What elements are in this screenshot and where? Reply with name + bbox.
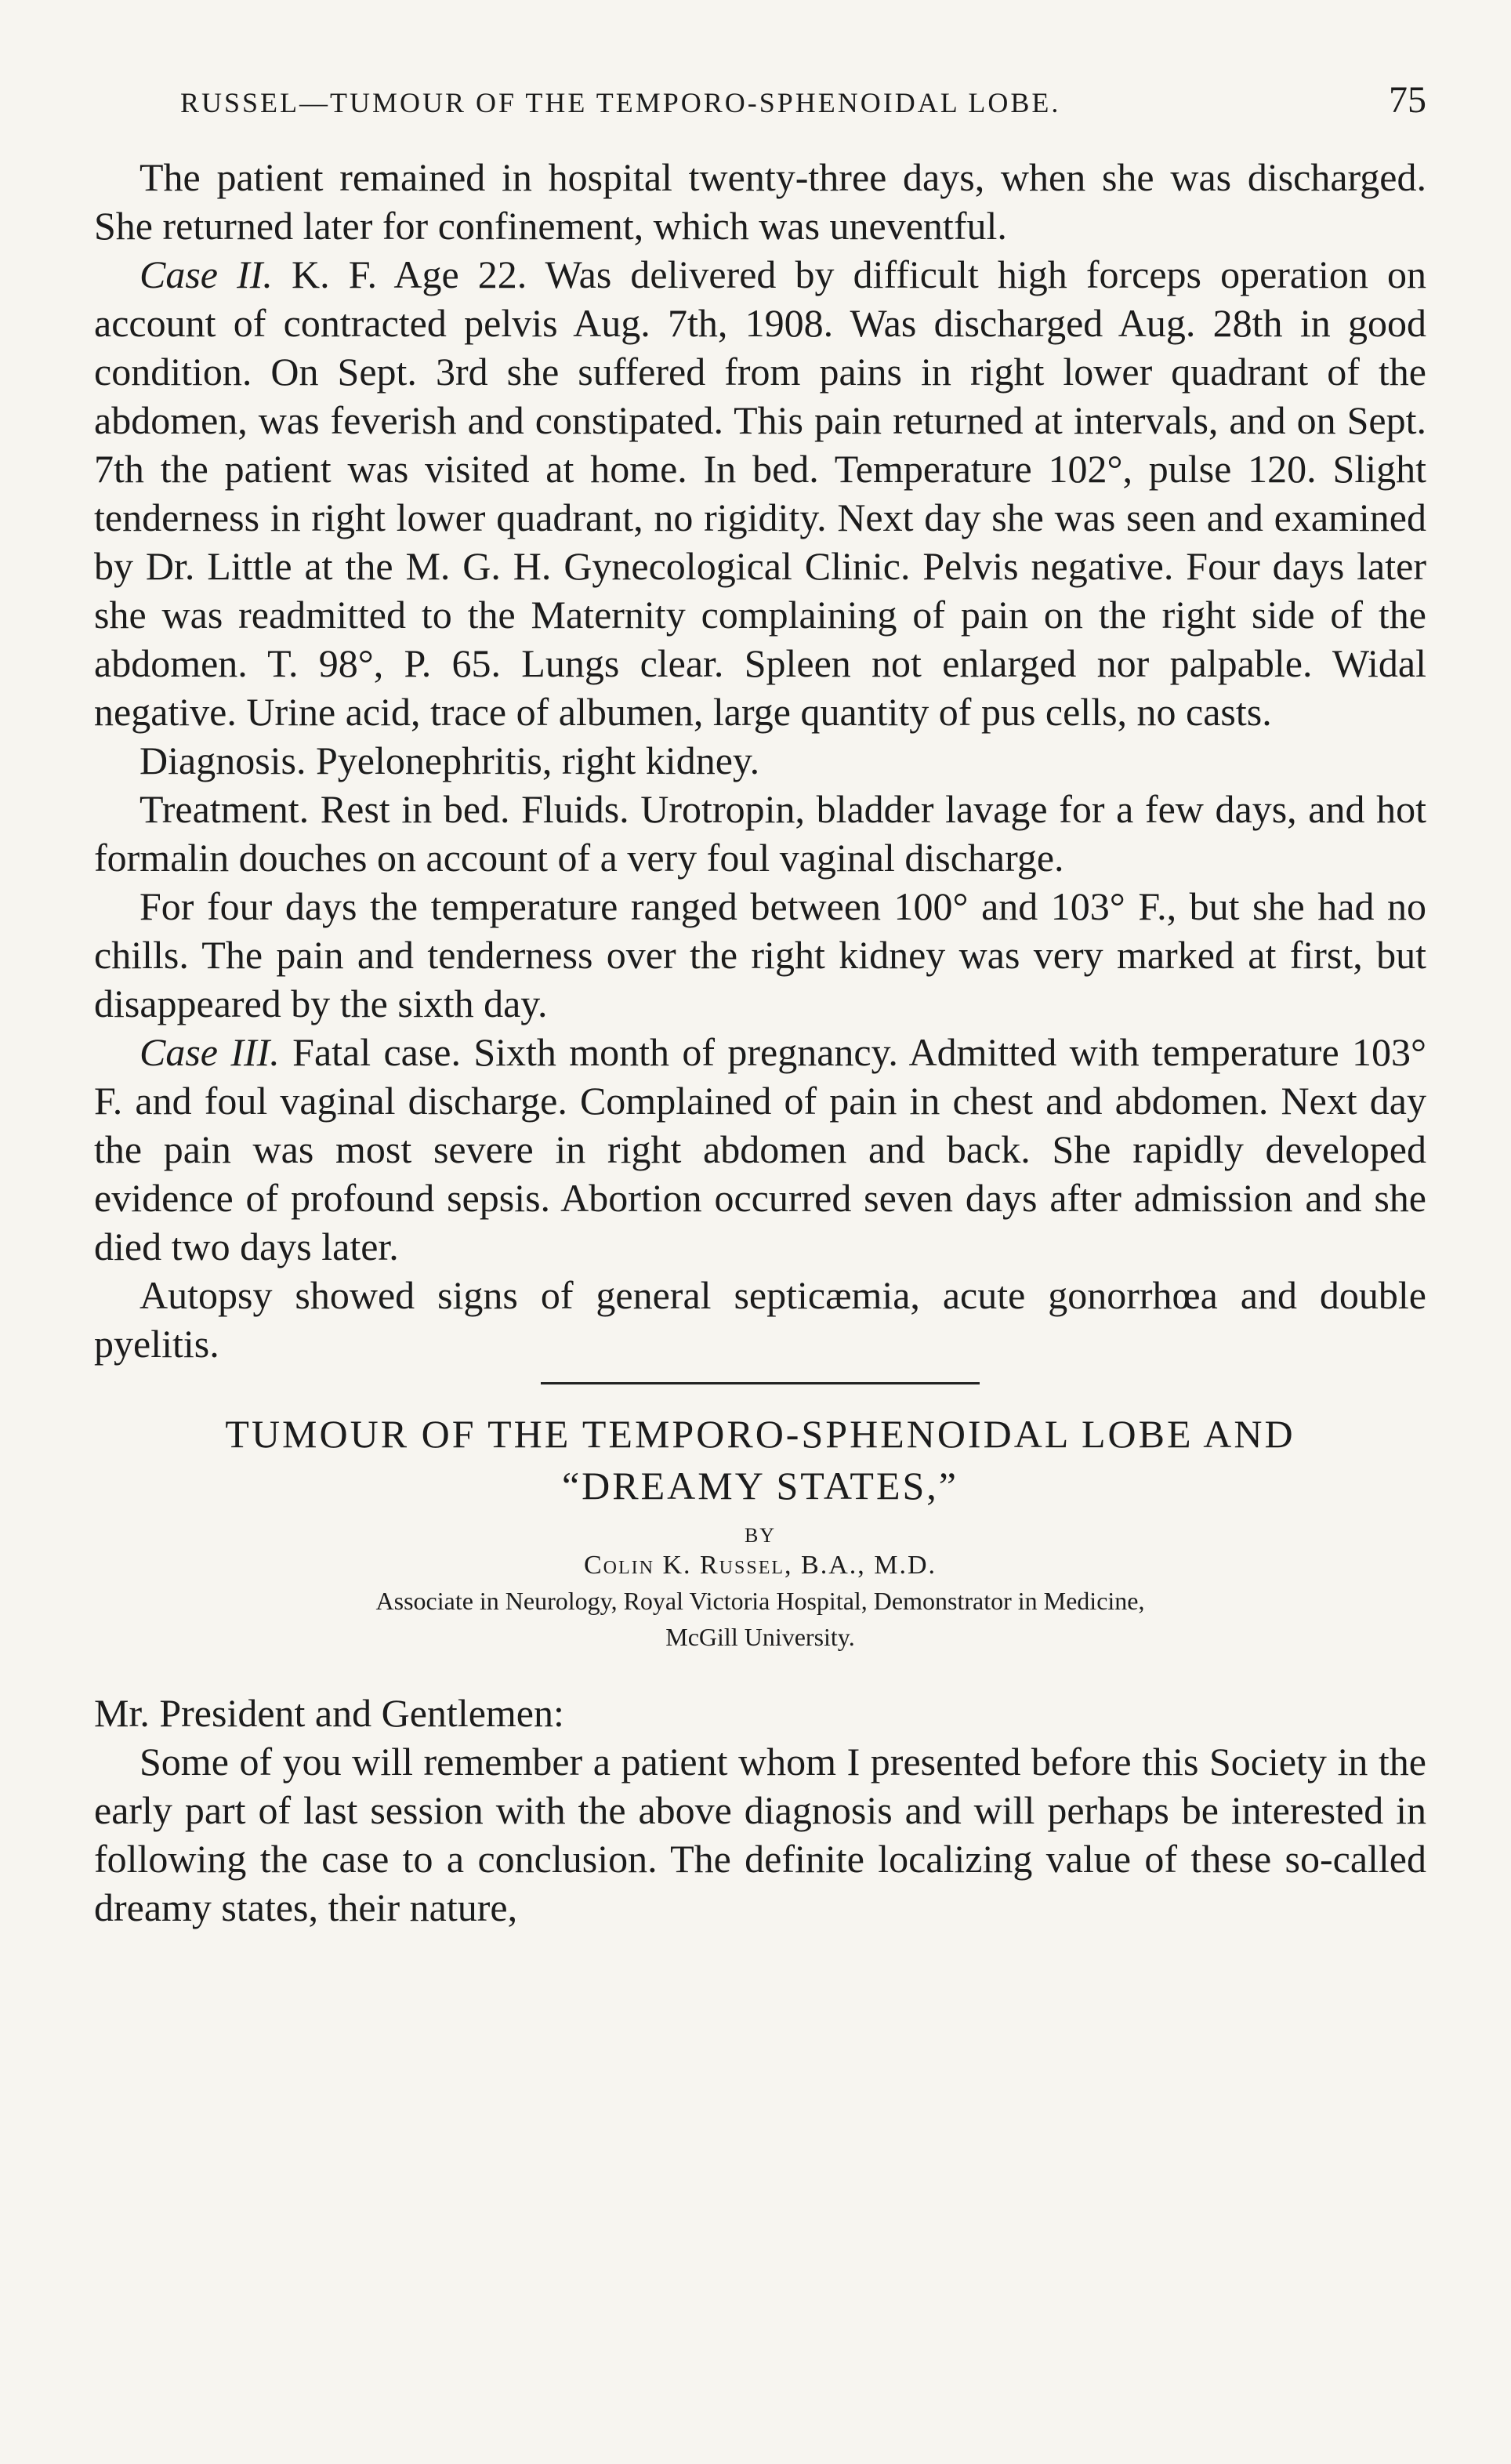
case-2-label: Case II. [140, 252, 273, 296]
case-3-history: Fatal case. Sixth month of pregnancy. Admitted with temperature 103° F. and foul vaginal discharge. Complained of pain in chest and abdomen. Next day the pain was most severe in right abdomen and back. She rapidly developed evidence of profound sepsis. Abortion occurred seven days after admission and she died two days later. [94, 1030, 1426, 1268]
byline-by: BY [744, 1524, 777, 1547]
section-divider [541, 1382, 980, 1384]
author-affiliation-line-1: Associate in Neurology, Royal Victoria Hospital, Demonstrator in Medicine, [375, 1587, 1145, 1615]
running-head [180, 78, 1426, 122]
running-head-title: RUSSEL—TUMOUR OF THE TEMPORO-SPHENOIDAL LOBE. [180, 87, 1061, 118]
paragraph-discharge: The patient remained in hospital twenty-three days, when she was discharged. She returned later for confinement, which was uneventful. [94, 155, 1426, 248]
paragraph-treatment: Treatment. Rest in bed. Fluids. Urotropin, bladder lavage for a few days, and hot formalin douches on account of a very foul vaginal discharge. [94, 787, 1426, 880]
author-name: Colin K. Russel, B.A., M.D. [583, 1551, 937, 1580]
article-title-line-2: “DREAMY STATES,” [561, 1464, 958, 1508]
paragraph-autopsy: Autopsy showed signs of general septicæmia, acute gonorrhœa and double pyelitis. [94, 1273, 1426, 1366]
case-report-text [94, 153, 1426, 1368]
paragraph-opening: Some of you will remember a patient whom I presented before this Society in the early part of last session with the above diagnosis and will perhaps be interested in following the case to a conclusion. The definite localizing value of these so-called dreamy states, their nature, [94, 1740, 1426, 1929]
article-title-line-1: TUMOUR OF THE TEMPORO-SPHENOIDAL LOBE AND [225, 1412, 1295, 1456]
paragraph-case-3 [94, 1028, 1426, 1271]
salutation: Mr. President and Gentlemen: [94, 1691, 564, 1735]
paragraph-diagnosis: Diagnosis. Pyelonephritis, right kidney. [140, 738, 760, 782]
case-3-label: Case III. [140, 1030, 280, 1074]
author-affiliation-line-2: McGill University. [665, 1623, 855, 1651]
paragraph-case-2 [94, 250, 1426, 736]
case-2-history: Was delivered by difficult high forceps operation on account of contracted pelvis Aug. 7th, 1908. Was discharged Aug. 28th in good condition. On Sept. 3rd she suffered from pains in right lower quadrant of the abdomen, was feverish and constipated. This pain returned at intervals, and on Sept. 7th the patient was visited at home. In bed. Temperature 102°, pulse 120. Slight tenderness in right lower quadrant, no rigidity. Next day she was seen and examined by Dr. Little at the M. G. H. Gynecological Clinic. Pelvis negative. Four days later she was readmitted to the Maternity complaining of pain on the right side of the abdomen. T. 98°, P. 65. Lungs clear. Spleen not enlarged nor palpable. Widal negative. Urine acid, trace of albumen, large quantity of pus cells, no casts. [94, 252, 1427, 734]
article-body [94, 1737, 1426, 1932]
case-2-patient: K. F. Age 22. [292, 252, 527, 296]
document-page [94, 78, 1426, 1932]
paragraph-course: For four days the temperature ranged between 100° and 103° F., but she had no chills. The pain and tenderness over the right kidney was very marked at first, but disappeared by the sixth day. [94, 884, 1426, 1025]
page-number: 75 [1389, 79, 1426, 121]
